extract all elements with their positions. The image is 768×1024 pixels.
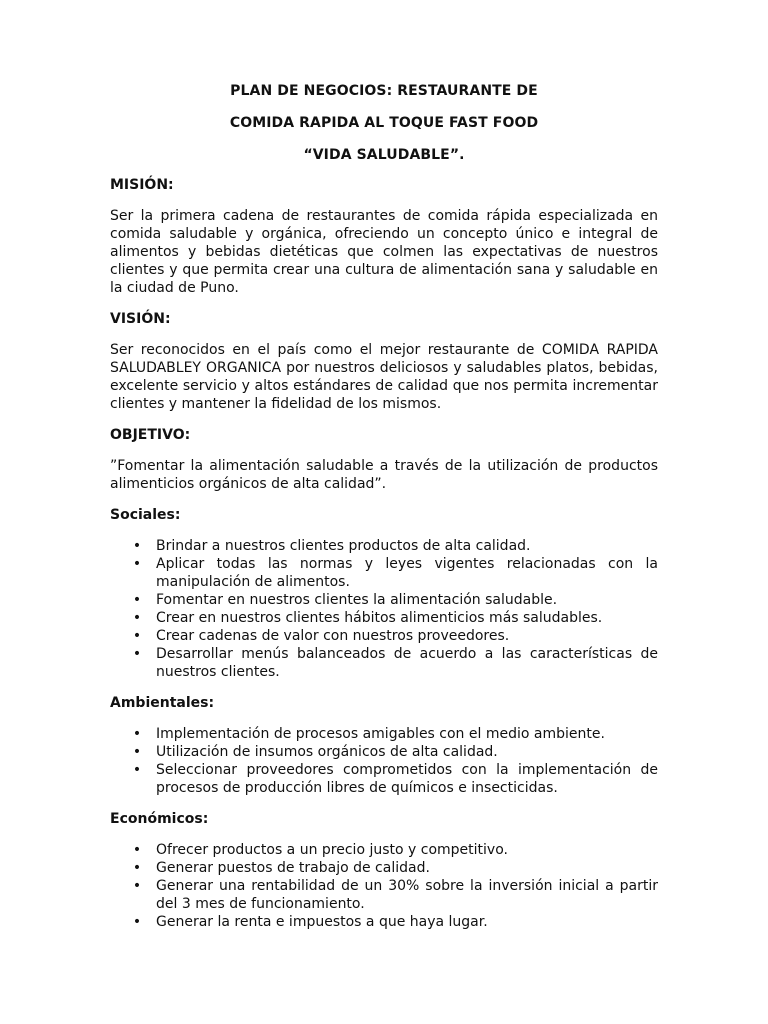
bullet-icon: • <box>132 592 142 608</box>
bullet-icon: • <box>132 646 142 662</box>
bullet-icon: • <box>132 610 142 626</box>
list-item <box>110 725 658 743</box>
bullet-icon: • <box>132 538 142 554</box>
vision-section <box>110 310 658 413</box>
list-item <box>110 555 658 591</box>
sociales-list <box>110 537 658 681</box>
bullet-icon: • <box>132 628 142 644</box>
document-page <box>110 82 658 944</box>
list-item-text: Crear en nuestros clientes hábitos alimenticios más saludables. <box>156 610 603 626</box>
list-item-text: Seleccionar proveedores comprometidos con la implementación de procesos de producción libres de químicos e insecticidas. <box>156 762 658 796</box>
ambientales-heading: Ambientales: <box>110 695 215 711</box>
list-item <box>110 761 658 797</box>
list-item-text: Generar puestos de trabajo de calidad. <box>156 860 430 876</box>
bullet-icon: • <box>132 726 142 742</box>
ambientales-list <box>110 725 658 797</box>
list-item <box>110 645 658 681</box>
bullet-icon: • <box>132 842 142 858</box>
bullet-icon: • <box>132 762 142 778</box>
objetivo-section <box>110 426 658 493</box>
economicos-heading: Económicos: <box>110 811 209 827</box>
list-item <box>110 913 658 931</box>
list-item-text: Crear cadenas de valor con nuestros proveedores. <box>156 628 510 644</box>
document-title-line-1: PLAN DE NEGOCIOS: RESTAURANTE DE <box>230 83 538 99</box>
list-item-text: Implementación de procesos amigables con el medio ambiente. <box>156 726 605 742</box>
list-item <box>110 537 658 555</box>
list-item-text: Generar la renta e impuestos a que haya lugar. <box>156 914 488 930</box>
list-item-text: Fomentar en nuestros clientes la alimentación saludable. <box>156 592 558 608</box>
economicos-list <box>110 841 658 931</box>
bullet-icon: • <box>132 556 142 572</box>
list-item-text: Ofrecer productos a un precio justo y competitivo. <box>156 842 508 858</box>
vision-heading: VISIÓN: <box>110 311 171 327</box>
objetivo-text: ”Fomentar la alimentación saludable a través de la utilización de productos alimenticios orgánicos de alta calidad”. <box>110 458 658 492</box>
economicos-section <box>110 810 658 931</box>
bullet-icon: • <box>132 744 142 760</box>
list-item-text: Utilización de insumos orgánicos de alta calidad. <box>156 744 498 760</box>
list-item <box>110 859 658 877</box>
bullet-icon: • <box>132 860 142 876</box>
mision-heading: MISIÓN: <box>110 177 174 193</box>
list-item-text: Generar una rentabilidad de un 30% sobre la inversión inicial a partir del 3 mes de funcionamiento. <box>156 878 658 912</box>
list-item <box>110 841 658 859</box>
list-item <box>110 877 658 913</box>
bullet-icon: • <box>132 914 142 930</box>
list-item <box>110 627 658 645</box>
vision-text: Ser reconocidos en el país como el mejor restaurante de COMIDA RAPIDA SALUDABLEY ORGANICA por nuestros deliciosos y saludables platos, bebidas, excelente servicio y altos estándares de calidad que nos permita incrementar clientes y mantener la fidelidad de los mismos. <box>110 342 658 412</box>
sociales-heading: Sociales: <box>110 507 181 523</box>
ambientales-section <box>110 694 658 797</box>
mision-section <box>110 176 658 297</box>
document-title-line-3: “VIDA SALUDABLE”. <box>303 147 465 163</box>
sociales-section <box>110 506 658 681</box>
list-item <box>110 591 658 609</box>
list-item-text: Desarrollar menús balanceados de acuerdo a las características de nuestros clientes. <box>156 646 658 680</box>
mision-text: Ser la primera cadena de restaurantes de comida rápida especializada en comida saludable y orgánica, ofreciendo un concepto único e integral de alimentos y bebidas dietéticas que colmen las expectativas de nuestros clientes y que permita crear una cultura de alimentación sana y saludable en la ciudad de Puno. <box>110 208 658 296</box>
list-item <box>110 743 658 761</box>
list-item-text: Aplicar todas las normas y leyes vigentes relacionadas con la manipulación de alimentos. <box>156 556 658 590</box>
list-item-text: Brindar a nuestros clientes productos de alta calidad. <box>156 538 531 554</box>
document-title-line-2: COMIDA RAPIDA AL TOQUE FAST FOOD <box>229 115 539 131</box>
list-item <box>110 609 658 627</box>
objetivo-heading: OBJETIVO: <box>110 427 191 443</box>
bullet-icon: • <box>132 878 142 894</box>
